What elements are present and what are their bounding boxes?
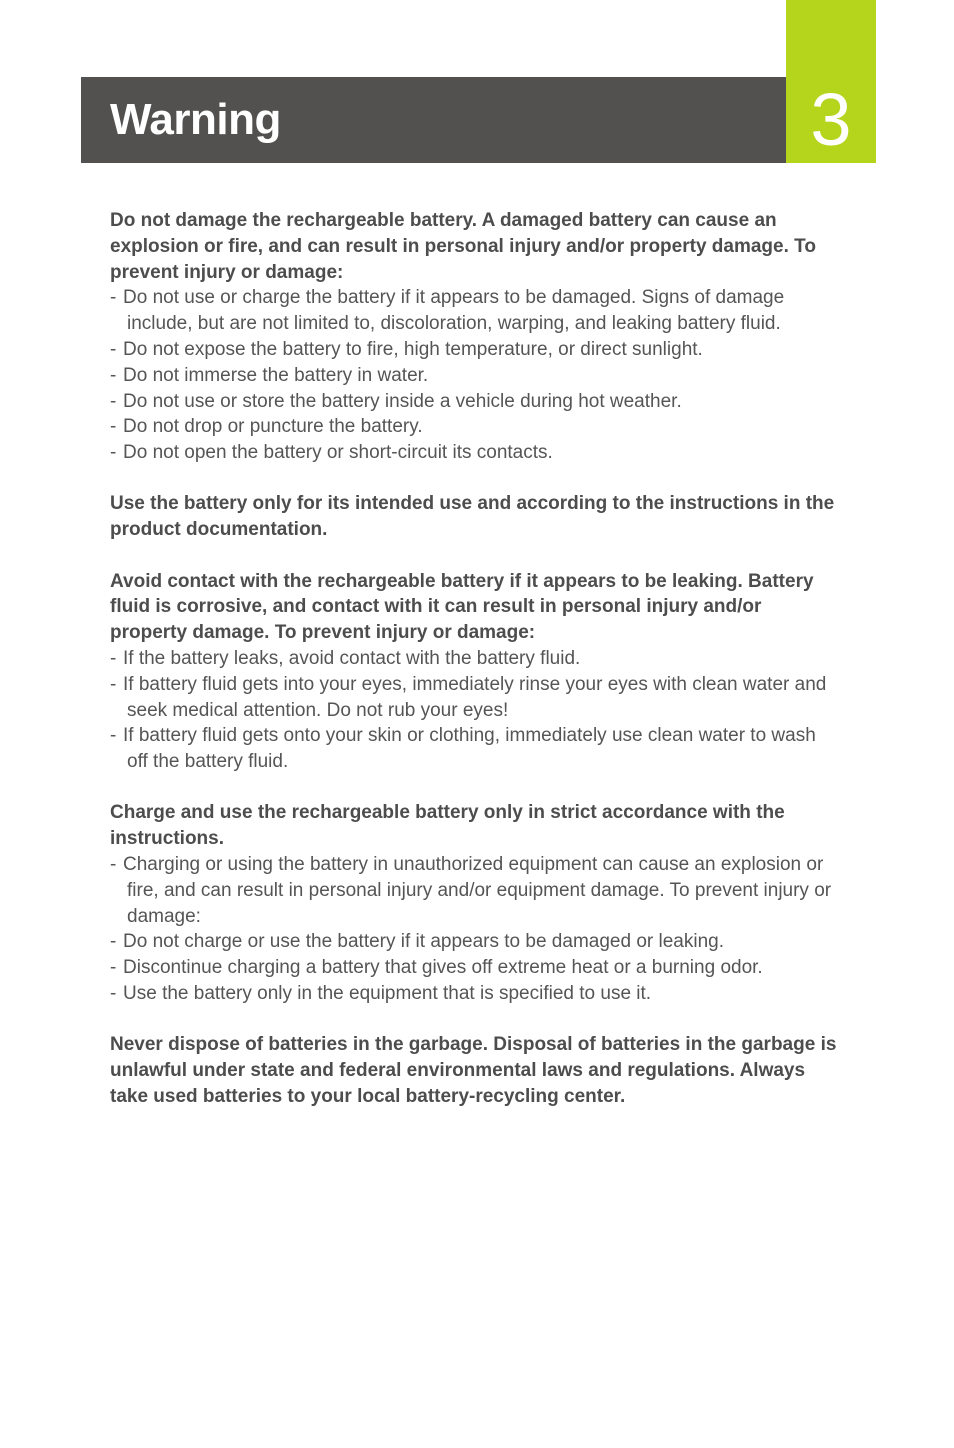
bullet-text: Do not open the battery or short-circuit its contacts.: [123, 442, 553, 464]
warning-section: [110, 491, 840, 543]
warning-section: [110, 800, 840, 1006]
bullet-text: Use the battery only in the equipment that is specified to use it.: [123, 983, 652, 1005]
bullet-text: Do not drop or puncture the battery.: [123, 416, 423, 438]
bullet-item: [110, 363, 840, 389]
bullet-text: Do not expose the battery to fire, high temperature, or direct sunlight.: [123, 338, 703, 360]
page-title: Warning: [110, 95, 281, 144]
bullet-item: [110, 672, 840, 724]
bullet-item: [110, 723, 840, 775]
page-number: 3: [810, 78, 852, 161]
bullet-text: Discontinue charging a battery that gives off extreme heat or a burning odor.: [123, 957, 763, 979]
bullet-text: Do not immerse the battery in water.: [123, 364, 429, 386]
bullet-item: [110, 646, 840, 672]
warning-content: [110, 208, 840, 1135]
section-heading: Charge and use the rechargeable battery only in strict accordance with the instructions.: [110, 802, 785, 850]
page-number-tab: [786, 0, 876, 163]
bullet-text: Do not charge or use the battery if it appears to be damaged or leaking.: [123, 931, 724, 953]
bullet-dash: -: [110, 416, 117, 438]
warning-section: [110, 208, 840, 466]
bullet-text: Charging or using the battery in unauthorized equipment can cause an explosion or fire, and can result in personal injury and/or equipment damage. To prevent injury or damage:: [123, 854, 832, 927]
section-heading: Avoid contact with the rechargeable battery if it appears to be leaking. Battery fluid is corrosive, and contact with it can result in personal injury and/or property damage. To prevent injury or damage:: [110, 570, 814, 644]
bullet-item: [110, 285, 840, 337]
bullet-item: [110, 852, 840, 929]
bullet-dash: -: [110, 442, 117, 464]
bullet-text: If battery fluid gets onto your skin or clothing, immediately use clean water to wash off the battery fluid.: [123, 725, 816, 773]
section-heading: Never dispose of batteries in the garbage. Disposal of batteries in the garbage is unlawful under state and federal environmental laws and regulations. Always take used batteries to your local battery-recycling center.: [110, 1034, 837, 1107]
bullet-text: Do not use or charge the battery if it appears to be damaged. Signs of damage include, but are not limited to, discoloration, warping, and leaking battery fluid.: [123, 287, 785, 335]
bullet-text: If the battery leaks, avoid contact with the battery fluid.: [123, 647, 581, 669]
bullet-item: [110, 389, 840, 415]
bullet-dash: -: [110, 287, 117, 309]
bullet-item: [110, 955, 840, 981]
bullet-dash: -: [110, 957, 117, 979]
section-heading: Do not damage the rechargeable battery. A damaged battery can cause an explosion or fire, and can result in personal injury and/or property damage. To prevent injury or damage:: [110, 210, 816, 283]
bullet-dash: -: [110, 931, 117, 953]
bullet-item: [110, 981, 840, 1007]
bullet-list: [110, 646, 840, 775]
header-bar: [81, 77, 786, 163]
bullet-dash: -: [110, 390, 117, 412]
bullet-dash: -: [110, 647, 117, 669]
bullet-dash: -: [110, 854, 117, 876]
warning-section: [110, 569, 840, 775]
bullet-list: [110, 852, 840, 1007]
bullet-dash: -: [110, 338, 117, 360]
bullet-item: [110, 929, 840, 955]
bullet-dash: -: [110, 364, 117, 386]
bullet-dash: -: [110, 983, 117, 1005]
bullet-item: [110, 414, 840, 440]
section-heading: Use the battery only for its intended use and according to the instructions in the product documentation.: [110, 493, 835, 541]
bullet-dash: -: [110, 725, 117, 747]
bullet-item: [110, 337, 840, 363]
bullet-text: If battery fluid gets into your eyes, immediately rinse your eyes with clean water and seek medical attention. Do not rub your eyes!: [123, 673, 827, 721]
bullet-list: [110, 285, 840, 466]
bullet-dash: -: [110, 673, 117, 695]
warning-section: [110, 1032, 840, 1109]
bullet-text: Do not use or store the battery inside a vehicle during hot weather.: [123, 390, 682, 412]
bullet-item: [110, 440, 840, 466]
